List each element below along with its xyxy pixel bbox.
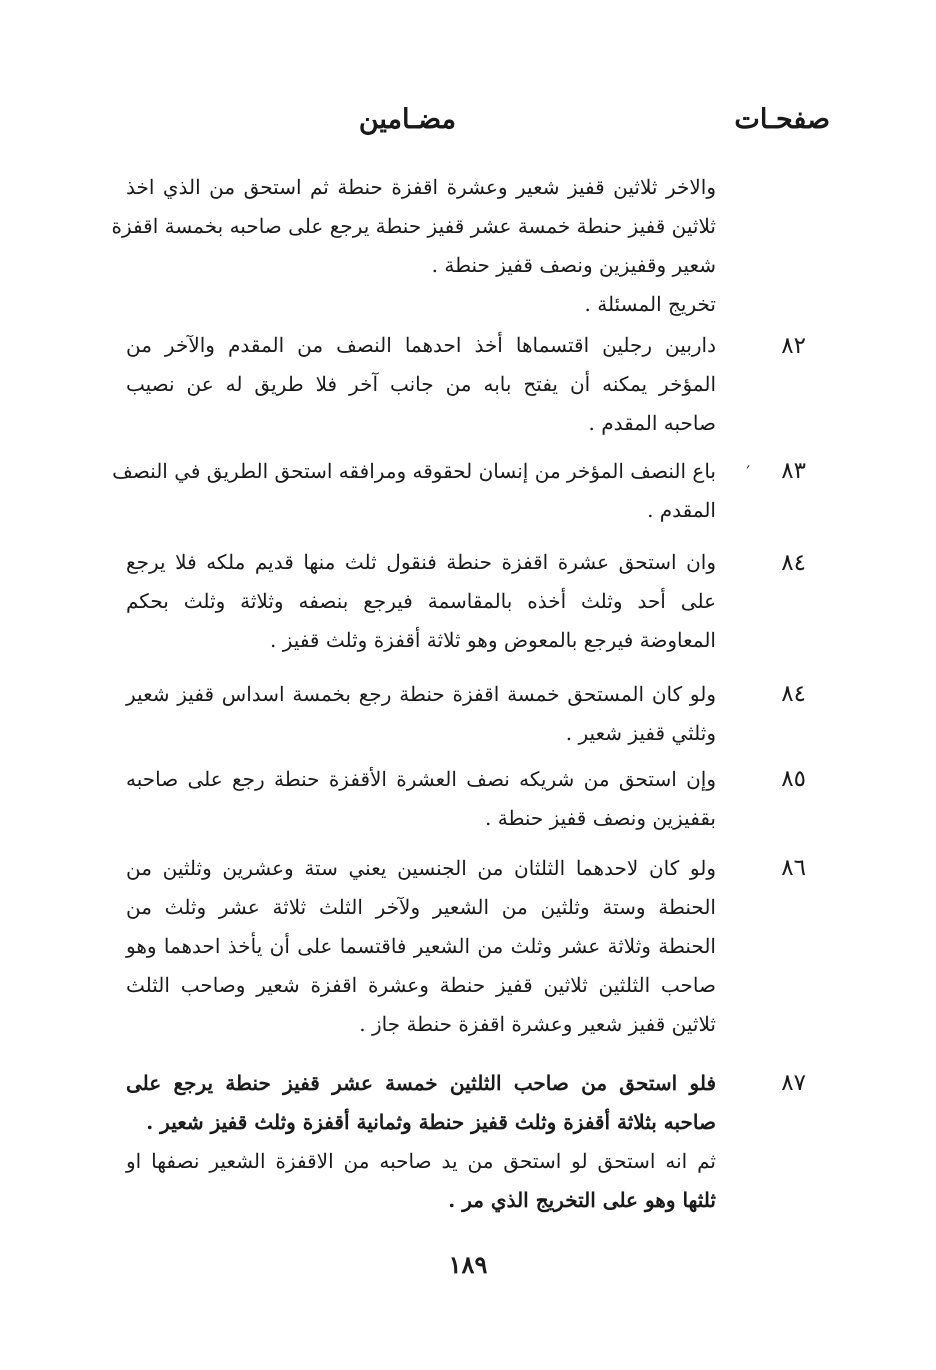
margin-mark: ′ — [746, 462, 750, 481]
entry-number: ٨٣ — [781, 458, 806, 484]
text-line: فلو استحق من صاحب الثلثين خمسة عشر قفيز حنطة يرجع على — [126, 1071, 716, 1095]
entry-number: ٨٤ — [781, 550, 806, 576]
text-line: ثلاثين قفيز حنطة خمسة عشر قفيز حنطة يرجع على صاحبه بخمسة اقفزة — [111, 214, 716, 238]
entry-number: ٨٥ — [781, 766, 806, 792]
text-line: داربين رجلين اقتسماها أخذ احدهما النصف من المقدم والآخر من — [126, 333, 716, 357]
text-line: وإن استحق من شريكه نصف العشرة الأقفزة حنطة رجع على صاحبه — [126, 767, 716, 791]
text-line: المقدم . — [647, 498, 716, 522]
entry-text — [126, 1064, 716, 1220]
text-line: الحنطة وثلاثة عشر وثلث من الشعير فاقتسما على أن يأخذ احدهما وهو — [126, 934, 716, 958]
page-number: ١٨٩ — [448, 1250, 488, 1279]
entry-text — [126, 326, 716, 443]
text-line: والاخر ثلاثين قفيز شعير وعشرة اقفزة حنطة ثم استحق من الذي اخذ — [126, 175, 716, 199]
text-line: صاحبه بثلاثة أقفزة وثلث قفيز حنطة وثمانية أقفزة وثلث قفيز شعير . — [146, 1110, 716, 1134]
text-line: باع النصف المؤخر من إنسان لحقوقه ومرافقه استحق الطريق في النصف — [112, 459, 716, 483]
text-line: بقفيزين ونصف قفيز حنطة . — [485, 806, 716, 830]
entry-text — [126, 675, 716, 753]
text-line: وان استحق عشرة اقفزة حنطة فنقول ثلث منها قديم ملكه فلا يرجع — [126, 550, 716, 574]
pages-column-header: صفحـات — [734, 104, 830, 135]
entry-text — [126, 849, 716, 1044]
text-line: ثم انه استحق لو استحق من يد صاحبه من الاقفزة الشعير نصفها او — [126, 1149, 716, 1173]
entry-number: ٨٧ — [781, 1070, 806, 1096]
intro-paragraph — [111, 168, 716, 324]
text-line: شعير وقفيزين ونصف قفيز حنطة . — [431, 253, 716, 277]
text-line: ثلاثين قفيز شعير وعشرة اقفزة حنطة جاز . — [359, 1012, 716, 1036]
entry-text — [126, 543, 716, 660]
entry-number: ٨٦ — [781, 855, 806, 881]
entry-number: ٨٢ — [781, 333, 806, 359]
entry-text — [112, 452, 716, 530]
entry-number: ٨٤ — [781, 681, 806, 707]
text-line: الحنطة وستة وثلثين من الشعير ولآخر الثلث ثلاثة عشر وثلث من — [126, 895, 716, 919]
text-line: المعاوضة فيرجع بالمعوض وهو ثلاثة أقفزة وثلث قفيز . — [270, 628, 716, 652]
text-line: وثلثي قفيز شعير . — [565, 721, 716, 745]
text-line: ولو كان لاحدهما الثلثان من الجنسين يعني ستة وعشرين وثلثين من — [126, 856, 716, 880]
contents-column-header: مضـامين — [358, 104, 456, 135]
text-line: على أحد وثلث أخذه بالمقاسمة فيرجع بنصفه وثلاثة وثلث بحكم — [126, 589, 716, 613]
entry-text — [126, 760, 716, 838]
text-line: تخريج المسئلة . — [584, 292, 716, 316]
text-line: ولو كان المستحق خمسة اقفزة حنطة رجع بخمسة اسداس قفيز شعير — [126, 682, 716, 706]
text-line: صاحبه المقدم . — [588, 411, 716, 435]
text-line: صاحب الثلثين ثلاثين قفيز حنطة وعشرة اقفزة شعير وصاحب الثلث — [126, 973, 716, 997]
text-line: ثلثها وهو على التخريج الذي مر . — [448, 1188, 716, 1212]
text-line: المؤخر يمكنه أن يفتح بابه من جانب آخر فلا طريق له عن نصيب — [126, 372, 716, 396]
